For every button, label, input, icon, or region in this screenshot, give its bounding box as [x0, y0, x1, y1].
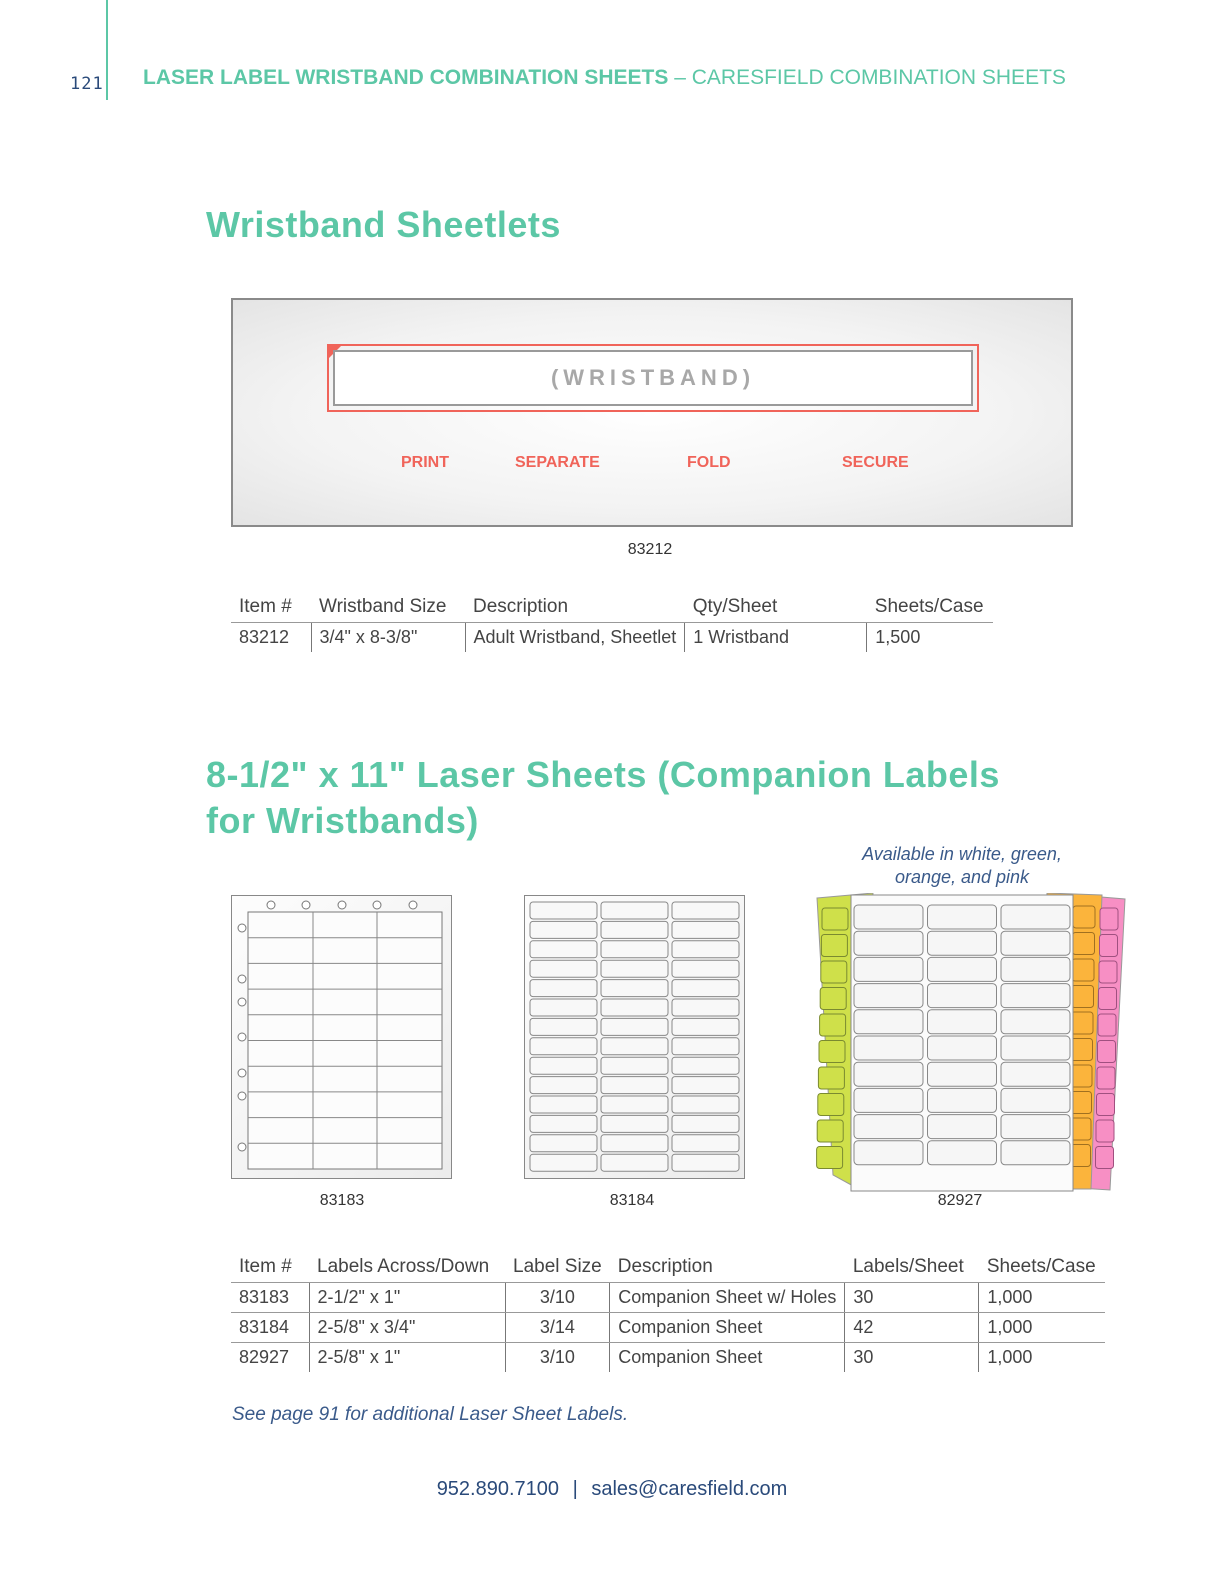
label-cell [928, 1088, 997, 1112]
table-header: Qty/Sheet [685, 592, 867, 623]
label-cell [672, 1115, 739, 1132]
label-cell [530, 941, 597, 958]
label-cell [928, 984, 997, 1008]
table-cell: 3/10 [505, 1343, 610, 1373]
label-cell [672, 941, 739, 958]
table-header: Wristband Size [311, 592, 465, 623]
wristband-sheetlet-illustration [231, 298, 1073, 527]
label-cell [672, 1018, 739, 1035]
label-cell [928, 905, 997, 929]
label-cell [854, 931, 923, 955]
table-row [231, 1283, 1105, 1313]
table-cell: 1,500 [867, 623, 993, 653]
wristband-outline [327, 344, 979, 412]
label-cell [854, 1141, 923, 1165]
table-cell: 30 [845, 1343, 979, 1373]
label-cell [854, 984, 923, 1008]
label-cell [854, 1088, 923, 1112]
label-cell [530, 921, 597, 938]
label-cell [530, 999, 597, 1016]
label-cell [672, 1154, 739, 1171]
label-cell [601, 980, 668, 997]
table-header: Label Size [505, 1252, 610, 1283]
table-cell: 30 [845, 1283, 979, 1313]
label-cell [1099, 988, 1117, 1010]
step-secure: SECURE [842, 454, 909, 471]
label-cell [530, 1154, 597, 1171]
label-cell [601, 902, 668, 919]
availability-note: Available in white, green, orange, and pink [862, 844, 1062, 887]
label-cell [530, 1135, 597, 1152]
label-cell [1001, 1062, 1070, 1086]
label-cell [854, 1010, 923, 1034]
label-cell [672, 1135, 739, 1152]
table-cell: 83184 [231, 1313, 309, 1343]
label-cell [817, 1147, 843, 1169]
table-cell: 82927 [239, 1347, 290, 1367]
label-cell [672, 1077, 739, 1094]
label-cell [1097, 1067, 1115, 1089]
sheet-83184-illustration [524, 895, 745, 1179]
label-cell [928, 931, 997, 955]
label-cell [821, 961, 847, 983]
label-cell [1097, 1094, 1115, 1116]
page-number: 121 [70, 74, 104, 94]
header-divider [106, 0, 108, 100]
label-cell [818, 1094, 844, 1116]
section-title-wristband-sheetlets: Wristband Sheetlets [206, 204, 561, 245]
label-cell [672, 1096, 739, 1113]
label-cell [1001, 1141, 1070, 1165]
header-title-rest: – CARESFIELD COMBINATION SHEETS [668, 66, 1066, 89]
footer-separator: | [572, 1478, 578, 1500]
wristband-strip [333, 350, 973, 406]
table-cell: 83212 [239, 627, 290, 647]
label-cell [928, 1115, 997, 1139]
label-cell [601, 999, 668, 1016]
label-cell [672, 999, 739, 1016]
label-cell [928, 1141, 997, 1165]
label-cell [601, 1154, 668, 1171]
sheet-83183-caption: 83183 [319, 1192, 365, 1209]
label-cell [530, 1096, 597, 1113]
table-cell: Companion Sheet [610, 1343, 845, 1373]
label-cell [820, 988, 846, 1010]
sheet-82927-caption: 82927 [937, 1192, 983, 1209]
label-cell [1098, 1014, 1116, 1036]
label-cell [1001, 1115, 1070, 1139]
label-cell [1001, 984, 1070, 1008]
label-cell [1001, 905, 1070, 929]
label-cell [1072, 986, 1094, 1008]
table-cell: 3/10 [505, 1283, 610, 1313]
section-title-line1: 8-1/2" x 11" Laser Sheets (Companion Labels [206, 754, 1000, 795]
label-cell [672, 902, 739, 919]
table-header: Sheets/Case [867, 592, 993, 623]
label-cell [819, 1041, 845, 1063]
label-cell [530, 1018, 597, 1035]
label-cell [822, 908, 848, 930]
label-cell [928, 1062, 997, 1086]
table-cell: 1,000 [979, 1343, 1105, 1373]
table-cell: Companion Sheet w/ Holes [610, 1283, 845, 1313]
label-cell [601, 1096, 668, 1113]
page-footer [0, 1478, 1224, 1501]
table-cell: 83183 [231, 1283, 309, 1313]
label-cell [601, 1057, 668, 1074]
section-title-laser-sheets [206, 752, 1000, 844]
table-cell: 3/14 [505, 1313, 610, 1343]
table-cell: 1 Wristband [685, 623, 867, 653]
label-cell [672, 980, 739, 997]
label-cell [601, 1135, 668, 1152]
label-cell [1098, 1041, 1116, 1063]
label-cell [928, 957, 997, 981]
label-cell [601, 1018, 668, 1035]
label-cell [820, 1014, 846, 1036]
label-cell [1096, 1120, 1114, 1142]
label-cell [672, 921, 739, 938]
label-cell [530, 1115, 597, 1132]
table-cell: 42 [845, 1313, 979, 1343]
table-cell: Companion Sheet [610, 1313, 845, 1343]
label-cell [601, 1077, 668, 1094]
label-cell [1001, 957, 1070, 981]
table-row [231, 623, 993, 653]
section-title-line2: for Wristbands) [206, 800, 479, 841]
label-cell [817, 1120, 843, 1142]
table-header: Item # [231, 1252, 309, 1283]
label-cell [1096, 1147, 1114, 1169]
label-cell [821, 935, 847, 957]
label-cell [601, 960, 668, 977]
additional-labels-note: See page 91 for additional Laser Sheet Labels. [232, 1404, 629, 1425]
table-header: Description [610, 1252, 845, 1283]
label-cell [854, 957, 923, 981]
step-fold: FOLD [687, 454, 731, 471]
label-cell [530, 902, 597, 919]
label-cell [854, 1115, 923, 1139]
label-cell [1100, 935, 1118, 957]
table-cell: 1,000 [979, 1313, 1105, 1343]
wristband-label: (WRISTBAND) [550, 365, 756, 390]
label-cell [672, 1038, 739, 1055]
label-cell [601, 921, 668, 938]
table-row [231, 1343, 1105, 1373]
label-cell [1001, 1036, 1070, 1060]
wristband-spec-table [231, 592, 993, 652]
label-cell [672, 1057, 739, 1074]
header-title-bold: LASER LABEL WRISTBAND COMBINATION SHEETS [143, 66, 669, 89]
footer-phone: 952.890.7100 [436, 1478, 560, 1500]
label-cell [854, 905, 923, 929]
table-header: Labels/Sheet [845, 1252, 979, 1283]
sheet-83184-graphic [525, 896, 743, 1177]
table-header: Labels Across/Down [309, 1252, 505, 1283]
table-row [231, 1313, 1105, 1343]
label-cell [530, 960, 597, 977]
table-cell: 2-5/8" x 3/4" [309, 1313, 505, 1343]
label-cell [1001, 1010, 1070, 1034]
label-cell [1072, 959, 1094, 981]
page-header [143, 66, 1066, 90]
sheet-83183-illustration [231, 895, 452, 1179]
label-cell [1073, 906, 1095, 928]
label-cell [1001, 931, 1070, 955]
label-cell [530, 980, 597, 997]
table-cell: Adult Wristband, Sheetlet [465, 623, 685, 653]
label-cell [1071, 1012, 1093, 1034]
label-cell [854, 1062, 923, 1086]
table-header: Description [465, 592, 685, 623]
label-cell [601, 1038, 668, 1055]
label-cell [1100, 908, 1118, 930]
label-cell [672, 960, 739, 977]
label-cell [928, 1036, 997, 1060]
label-cell [854, 1036, 923, 1060]
table-header: Sheets/Case [979, 1252, 1105, 1283]
table-cell: 1,000 [979, 1283, 1105, 1313]
sheet-82927-graphic [815, 893, 1130, 1193]
label-cell [601, 1115, 668, 1132]
label-cell [818, 1067, 844, 1089]
label-cell [530, 1038, 597, 1055]
label-cell [530, 1077, 597, 1094]
label-cell [601, 941, 668, 958]
table-cell: 2-5/8" x 1" [309, 1343, 505, 1373]
sheetlet-caption: 83212 [627, 541, 673, 558]
label-cell [928, 1010, 997, 1034]
label-cell [1073, 933, 1095, 955]
label-cell [1071, 1039, 1093, 1061]
label-cell [1001, 1088, 1070, 1112]
label-cell [530, 1057, 597, 1074]
table-cell: 3/4" x 8-3/8" [311, 623, 465, 653]
table-header: Item # [231, 592, 311, 623]
sheet-83184-caption: 83184 [609, 1192, 655, 1209]
step-print: PRINT [401, 454, 449, 471]
step-separate: SEPARATE [515, 454, 600, 471]
table-cell: 2-1/2" x 1" [309, 1283, 505, 1313]
sheet-83183-graphic [232, 896, 450, 1177]
sheet-82927-illustration [815, 893, 1130, 1193]
footer-email: sales@caresfield.com [591, 1478, 788, 1500]
laser-sheet-spec-table [231, 1252, 1105, 1372]
label-cell [1099, 961, 1117, 983]
